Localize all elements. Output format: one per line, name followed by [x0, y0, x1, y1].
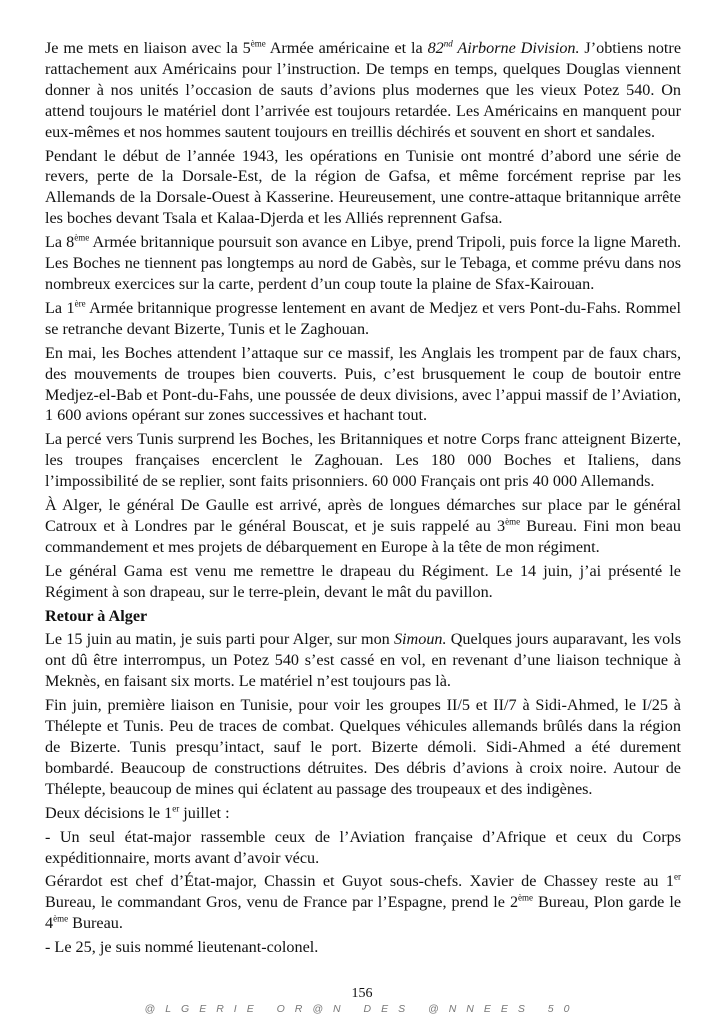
paragraph — [45, 429, 681, 492]
text-run: Bureau, le commandant Gros, venu de France par l’Espagne, prend le 2 — [45, 893, 519, 912]
superscript: ème — [53, 913, 69, 924]
page-text — [45, 38, 681, 961]
paragraph — [45, 871, 681, 934]
superscript: er — [674, 872, 681, 883]
text-run: J’obtiens notre rattachement aux Américains pour l’instruction. De temps en temps, quelques Douglas viennent donner à nos unités l’occasion de sauts d’avions plus modernes que les vieux Potez 540. On attend toujours le matériel dont l’arrivée est toujours retardée. Les Américains en manquent pour eux-mêmes et nos hommes sautent toujours en treillis déchirés et souvent en short et sandales. — [45, 39, 681, 141]
paragraph — [45, 937, 681, 958]
text-run: Fin juin, première liaison en Tunisie, pour voir les groupes II/5 et II/7 à Sidi-Ahmed, le I/25 à Thélepte et Tunis. Peu de traces de combat. Quelques véhicules allemands brûlés dans la région de Bizerte. Tunis presqu’intact, sauf le port. Bizerte démoli. Sidi-Ahmed a été durement bombardé. Beaucoup de constructions détruites. Des débris d’avions à croix noire. Autour de Thélepte, beaucoup de mines qui éclatent au passage des troupeaux et des indigènes. — [45, 696, 681, 798]
footer-banner: @LGERIE OR@N DES @NNEES 50 — [144, 1003, 580, 1015]
text-run: Je me mets en liaison avec la 5 — [45, 39, 251, 57]
text-run: - Un seul état-major rassemble ceux de l’Aviation française d’Afrique et ceux du Corps expéditionnaire, morts avant d’avoir vécu. — [45, 827, 681, 867]
superscript: ème — [505, 516, 521, 527]
italic-text: Airborne Division. — [452, 39, 580, 57]
text-run: Armée américaine et la — [265, 39, 428, 57]
paragraph — [45, 561, 681, 603]
italic-text: 82 — [427, 39, 444, 57]
text-run: En mai, les Boches attendent l’attaque sur ce massif, les Anglais les trompent par de faux chars, des mouvements de troupes bien couverts. Puis, c’est brusquement le coup de boutoir entre Medjez-el-Bab et Pont-du-Fahs, une poussée de deux divisions, avec l’appui massif de l’Aviation, 1 600 avions opérant sur zones successives et hachant tout. — [45, 343, 681, 425]
paragraph — [45, 803, 681, 824]
text-run: Retour à Alger — [45, 606, 148, 625]
text-run: Pendant le début de l’année 1943, les opérations en Tunisie ont montré d’abord une série de revers, perte de la Dorsale-Est, de la région de Gafsa, et même forcément reprise par les Allemands de la Dorsale-Ouest à Kasserine. Heureusement, une contre-attaque britannique arrête les boches devant Tsala et Kalaa-Djerda et les Alliés reprennent Gafsa. — [45, 146, 681, 228]
text-run: Armée britannique poursuit son avance en Libye, prend Tripoli, puis force la ligne Mareth. Les Boches ne tiennent pas longtemps au nord de Gabès, sur le Tebaga, et comme prévu dans nos nombreux exercices sur la carte, perdent d’un coup toute la plaine de Sfax-Kairouan. — [45, 233, 681, 293]
text-run: Le général Gama est venu me remettre le drapeau du Régiment. Le 14 juin, j’ai présenté le Régiment à son drapeau, sur le terre-plein, devant le mât du pavillon. — [45, 561, 681, 601]
paragraph — [45, 827, 681, 869]
paragraph — [45, 495, 681, 558]
superscript: ème — [74, 232, 90, 243]
paragraph — [45, 343, 681, 427]
text-run: La 1 — [45, 298, 75, 317]
superscript: ème — [250, 38, 266, 49]
superscript: er — [172, 803, 180, 814]
italic-superscript: nd — [443, 38, 453, 49]
text-run: Gérardot est chef d’État-major, Chassin et Guyot sous-chefs. Xavier de Chassey reste au 1 — [45, 872, 674, 891]
superscript: ère — [74, 298, 86, 309]
italic-text: Simoun. — [393, 630, 447, 649]
text-run: Bureau. Fini mon beau commandement et mes projets de débarquement en Europe à la tête de mon régiment. — [45, 516, 681, 556]
text-run: Le 15 juin au matin, je suis parti pour Alger, sur mon — [45, 630, 394, 649]
superscript: ème — [518, 892, 534, 903]
text-run: Bureau, Plon garde le 4 — [45, 893, 682, 933]
text-run: - Le 25, je suis nommé lieutenant-colonel. — [45, 938, 319, 957]
paragraph — [45, 232, 681, 295]
paragraph — [45, 629, 681, 692]
page-number: 156 — [351, 986, 373, 1001]
text-run: À Alger, le général De Gaulle est arrivé, après de longues démarches sur place par le général Catroux et à Londres par le général Bouscat, et je suis rappelé au 3 — [45, 496, 681, 535]
text-run: La 8 — [45, 233, 75, 252]
paragraph — [45, 146, 681, 230]
paragraph — [45, 38, 681, 143]
paragraph — [45, 695, 681, 800]
text-run: Armée britannique progresse lentement en avant de Medjez et vers Pont-du-Fahs. Rommel se retranche devant Bizerte, Tunis et le Zaghouan. — [45, 298, 681, 338]
paragraph — [45, 298, 681, 340]
text-run: Quelques jours auparavant, les vols ont dû être interrompus, un Potez 540 s’est cassé en vol, en revenant d’une liaison technique à Meknès, en faisant six morts. Le matériel n’est toujours pas là. — [45, 630, 682, 691]
text-run: Deux décisions le 1 — [45, 803, 173, 822]
text-run: juillet : — [179, 803, 230, 822]
text-run: La percé vers Tunis surprend les Boches, les Britanniques et notre Corps franc atteignent Bizerte, les troupes françaises encerclent le Zaghouan. Les 180 000 Boches et Italiens, dans l’impossibilité de se replier, sont faits prisonniers. 60 000 Français ont pris 40 000 Allemands. — [45, 430, 681, 491]
section-heading — [45, 606, 681, 627]
text-run: Bureau. — [68, 914, 123, 933]
